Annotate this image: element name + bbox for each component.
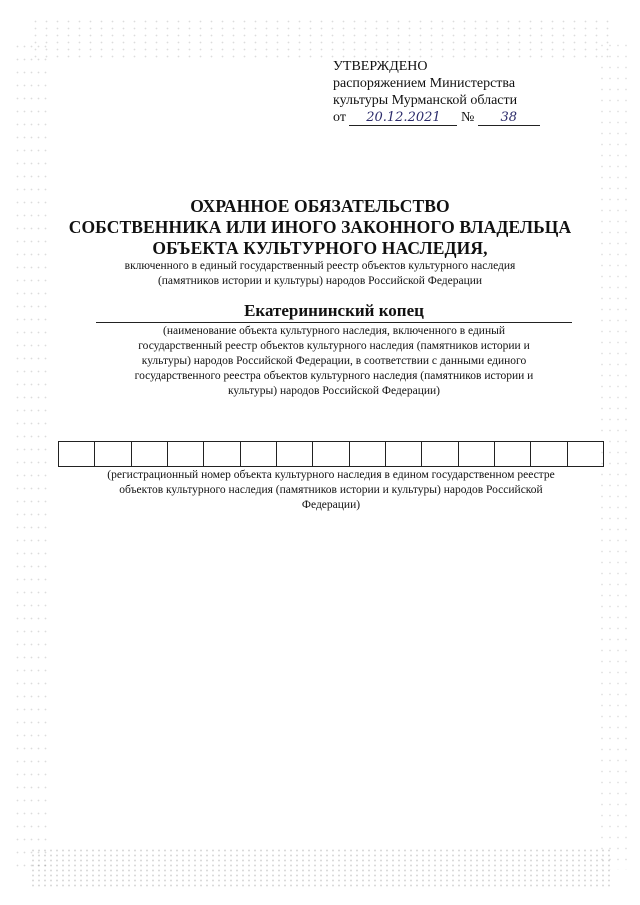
registration-number-cell [59, 442, 95, 466]
registration-number-cell [95, 442, 131, 466]
registration-number-cell [531, 442, 567, 466]
object-caption-line-2: государственный реестр объектов культурного наследия (памятников истории и [138, 340, 530, 352]
registration-caption [70, 468, 592, 513]
registration-caption-line-2: объектов культурного наследия (памятников истории и культуры) народов Российской [119, 484, 543, 496]
registration-number-cell [386, 442, 422, 466]
approval-date-row [333, 109, 573, 126]
object-name: Екатерининский копец [96, 301, 572, 323]
registration-number-cell [350, 442, 386, 466]
registration-number-cell [568, 442, 603, 466]
registration-number-cell [277, 442, 313, 466]
registration-number-cell [168, 442, 204, 466]
document-title [40, 196, 600, 289]
registration-number-grid [58, 441, 604, 467]
scan-noise-top [30, 18, 610, 58]
registration-caption-line-1: (регистрационный номер объекта культурного наследия в едином государственном реестре [107, 469, 555, 481]
registration-number-cell [204, 442, 240, 466]
approval-line-2: культуры Мурманской области [333, 93, 518, 108]
handwritten-number: 38 [478, 111, 540, 126]
object-caption-line-3: культуры) народов Российской Федерации, в соответствии с данными единого [141, 355, 527, 367]
number-sign: № [460, 110, 475, 125]
registration-number-cell [495, 442, 531, 466]
registration-number-cell [422, 442, 458, 466]
registration-number-cell [132, 442, 168, 466]
handwritten-date: 20.12.2021 [349, 111, 457, 126]
approval-line-1: распоряжением Министерства [333, 76, 516, 91]
title-subline-1: включенного в единый государственный реестр объектов культурного наследия [124, 260, 516, 272]
approval-block [333, 58, 573, 126]
registration-number-cell [241, 442, 277, 466]
object-name-caption [90, 324, 578, 399]
registration-number-cell [459, 442, 495, 466]
approval-heading: УТВЕРЖДЕНО [333, 59, 428, 74]
title-line-2: СОБСТВЕННИКА ИЛИ ИНОГО ЗАКОННОГО ВЛАДЕЛЬЦА [68, 217, 572, 237]
title-subline-2: (памятников истории и культуры) народов Российской Федерации [157, 275, 483, 287]
registration-caption-line-3: Федерации) [301, 499, 361, 511]
scan-noise-left [14, 40, 48, 870]
registration-number-cell [313, 442, 349, 466]
title-line-3: ОБЪЕКТА КУЛЬТУРНОГО НАСЛЕДИЯ, [152, 238, 488, 258]
object-caption-line-4: государственного реестра объектов культурного наследия (памятников истории и [134, 370, 534, 382]
scan-noise-bottom [30, 848, 610, 888]
title-line-1: ОХРАННОЕ ОБЯЗАТЕЛЬСТВО [190, 196, 450, 216]
date-prefix: от [333, 110, 346, 125]
object-caption-line-5: культуры) народов Российской Федерации) [227, 385, 441, 397]
object-caption-line-1: (наименование объекта культурного наследия, включенного в единый [162, 325, 505, 337]
